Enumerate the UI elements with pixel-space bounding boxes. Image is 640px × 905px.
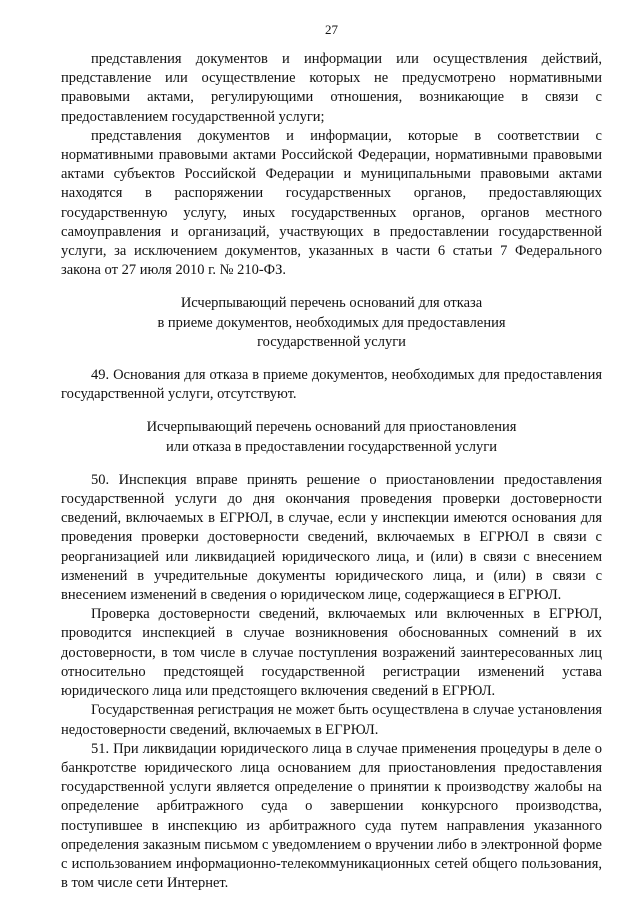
heading-suspension-grounds: [61, 418, 602, 456]
paragraph-verification: Проверка достоверности сведений, включаемых или включенных в ЕГРЮЛ, проводится инспекцией в случае возникновения обоснованных сомнений в их достоверности, в том числе в случае поступления возражений заинтересованных лиц относительно предстоящей государственной регистрации изменений устава юридического лица или предстоящего включения сведений в ЕГРЮЛ.: [61, 606, 602, 700]
page-number: 27: [325, 22, 338, 37]
paragraph-51: 51. При ликвидации юридического лица в случае применения процедуры в деле о банкротстве юридического лица основанием для приостановления предоставления государственной услуги является определение о принятии к производству жалобы на определение арбитражного суда о завершении конкурсного производства, поступившее в инспекцию из арбитражного суда путем направления указанного определения заказным письмом с уведомлением о вручении либо в электронной форме с использованием информационно-телекоммуникационных сетей общего пользования, в том числе сети Интернет.: [61, 740, 602, 892]
heading-line: Исчерпывающий перечень оснований для приостановления: [146, 419, 517, 436]
paragraph-49: 49. Основания для отказа в приеме документов, необходимых для предоставления государственной услуги, отсутствуют.: [61, 367, 602, 403]
paragraph-documents-not-required: представления документов и информации или осуществления действий, представление или осуществление которых не предусмотрено нормативными правовыми актами, регулирующими отношения, возникающие в связи с предоставлением государственной услуги;: [61, 51, 602, 125]
heading-line: государственной услуги: [257, 333, 406, 350]
paragraph-documents-in-possession: представления документов и информации, которые в соответствии с нормативными правовыми актами Российской Федерации, нормативными правовыми актами субъектов Российской Федерации и муниципальными правовыми актами находятся в распоряжении государственных органов, предоставляющих государственную услугу, иных государственных органов, органов местного самоуправления и организаций, участвующих в предоставлении государственной услуги, за исключением документов, указанных в части 6 статьи 7 Федерального закона от 27 июля 2010 г. № 210-ФЗ.: [61, 127, 602, 279]
heading-line: или отказа в предоставлении государственной услуги: [165, 438, 497, 455]
heading-refusal-grounds: [61, 294, 602, 352]
paragraph-registration-refusal: Государственная регистрация не может быть осуществлена в случае установления недостоверности сведений, включаемых в ЕГРЮЛ.: [61, 702, 602, 738]
heading-line: в приеме документов, необходимых для предоставления: [157, 314, 506, 331]
heading-line: Исчерпывающий перечень оснований для отказа: [180, 295, 483, 312]
paragraph-50: 50. Инспекция вправе принять решение о приостановлении предоставления государственной услуги до дня окончания проведения проверки достоверности сведений, включаемых в ЕГРЮЛ, в случае, если у инспекции имеются основания для проведения проверки достоверности сведений, включаемых в ЕГРЮЛ в связи с реорганизацией или ликвидацией юридического лица, и (или) в связи с внесением изменений в учредительные документы юридического лица, и (или) в связи с внесением изменений в сведения о юридическом лице, содержащиеся в ЕГРЮЛ.: [61, 471, 602, 604]
